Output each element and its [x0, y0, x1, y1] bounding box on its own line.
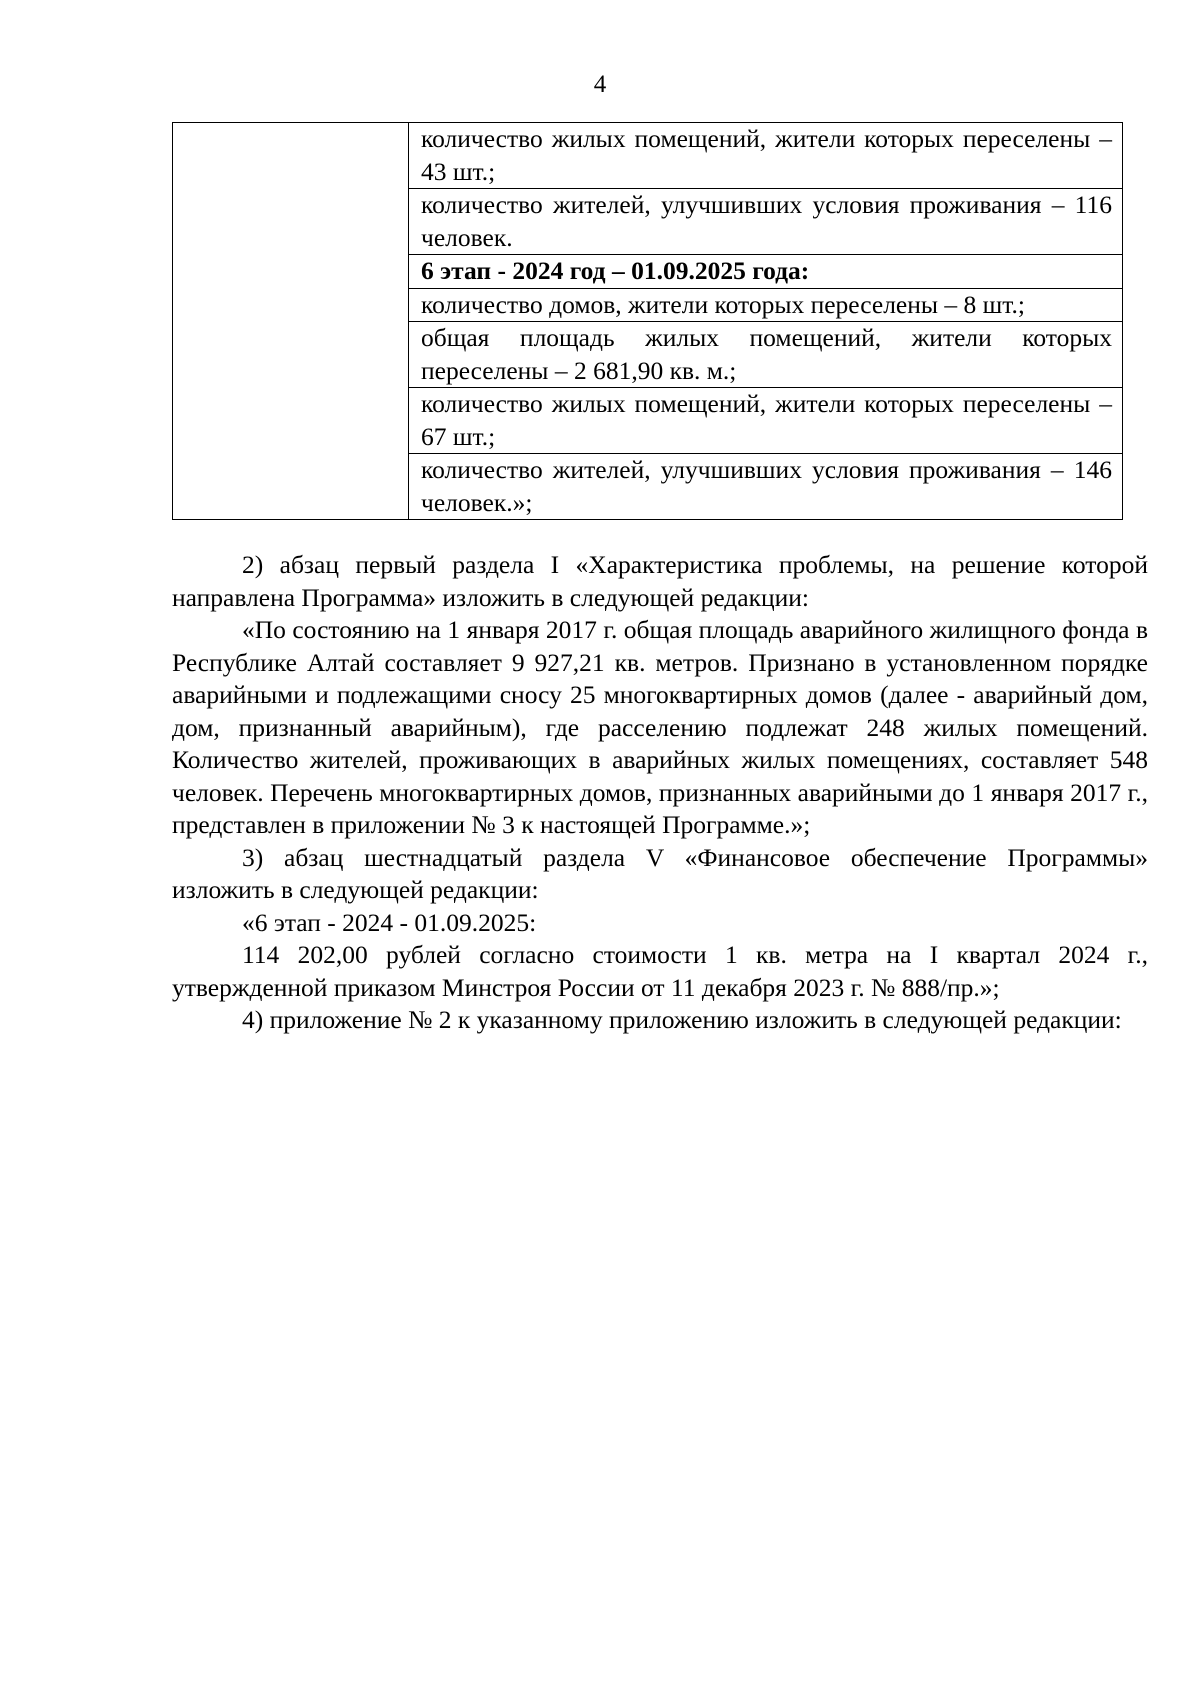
paragraph-stage-6: «6 этап - 2024 - 01.09.2025:	[242, 907, 537, 937]
table-cell-content	[409, 123, 1123, 520]
table-line-rooms-count: количество жилых помещений, жители которых переселены – 43 шт.;	[421, 124, 1112, 186]
page-number: 4	[593, 71, 607, 98]
table-line-residents-count-stage6: количество жителей, улучшивших условия проживания – 146 человек.»;	[409, 453, 1122, 519]
table-line-houses-count: количество домов, жители которых переселены – 8 шт.;	[409, 288, 1122, 322]
paragraph-cost: 114 202,00 рублей согласно стоимости 1 кв. метра на I квартал 2024 г., утвержденной приказом Минстроя России от 11 декабря 2023 г. № 888/пр.»;	[172, 940, 1148, 1002]
table-line-total-area: общая площадь жилых помещений, жители которых переселены – 2 681,90 кв. м.;	[409, 321, 1122, 387]
program-table	[172, 122, 1123, 520]
paragraph-quote-section-1: «По состоянию на 1 января 2017 г. общая площадь аварийного жилищного фонда в Республике Алтай составляет 9 927,21 кв. метров. Признано в установленном порядке аварийными и подлежащими сносу 25 многоквартирных домов (далее - аварийный дом, дом, признанный аварийным), где расселению подлежат 248 жилых помещений. Количество жителей, проживающих в аварийных жилых помещениях, составляет 548 человек. Перечень многоквартирных домов, признанных аварийными до 1 января 2017 г., представлен в приложении № 3 к настоящей Программе.»;	[172, 615, 1148, 839]
table-line-residents-count: количество жителей, улучшивших условия проживания – 116 человек.	[409, 188, 1122, 254]
paragraph-item-3: 3) абзац шестнадцатый раздела V «Финансовое обеспечение Программы» изложить в следующей редакции:	[172, 842, 1148, 904]
paragraph-item-2: 2) абзац первый раздела I «Характеристика проблемы, на решение которой направлена Программа» изложить в следующей редакции:	[172, 550, 1148, 612]
paragraph-item-4: 4) приложение № 2 к указанному приложению изложить в следующей редакции:	[242, 1005, 1122, 1034]
table-line-rooms-count-stage6: количество жилых помещений, жители которых переселены – 67 шт.;	[409, 387, 1122, 453]
table-cell-label	[173, 123, 409, 520]
document-body	[172, 549, 1148, 1037]
table-line-stage-heading: 6 этап - 2024 год – 01.09.2025 года:	[409, 254, 1122, 288]
table-row	[173, 123, 1123, 520]
